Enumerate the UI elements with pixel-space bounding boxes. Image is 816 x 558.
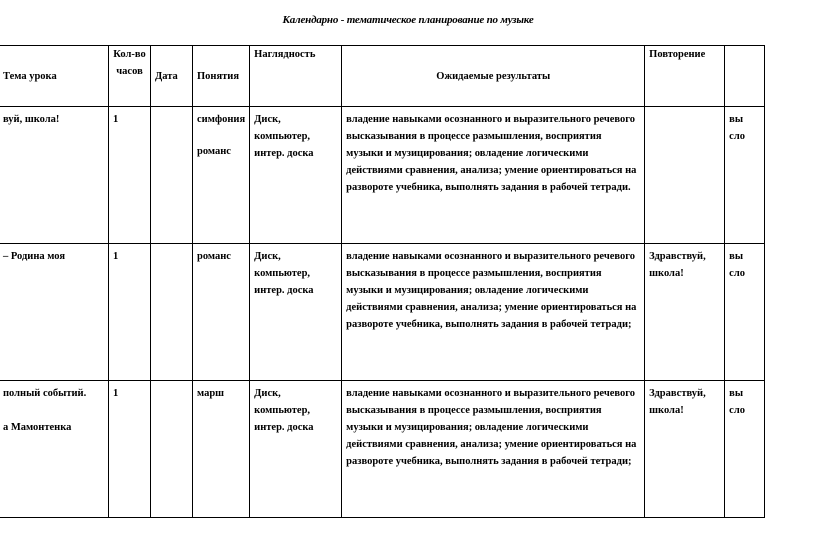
extra-cell: вы сло xyxy=(725,244,765,381)
header-repeat: Повторение xyxy=(645,46,725,107)
hours-cell: 1 xyxy=(109,107,151,244)
header-date: Дата xyxy=(151,46,193,107)
topic-line: вуй, школа! xyxy=(3,114,60,125)
table-row xyxy=(0,107,765,244)
header-concepts: Понятия xyxy=(193,46,250,107)
repeat-cell: Здравствуй, школа! xyxy=(645,244,725,381)
visual-cell: Диск, компьютер, интер. доска xyxy=(250,381,342,518)
concepts-cell xyxy=(193,244,250,381)
repeat-cell xyxy=(645,107,725,244)
concept-item: романс xyxy=(197,146,231,157)
topic-line: полный событий. xyxy=(3,388,87,399)
topic-cell xyxy=(0,244,109,381)
table-header-row xyxy=(0,46,765,107)
results-cell: владение навыками осознанного и выразительного речевого высказывания в процессе размышления, восприятия музыки и музицирования; овладение логическими действиями сравнения, анализа; умение ориентироваться на развороте учебника, выполнять задания в рабочей тетради. xyxy=(342,107,645,244)
visual-cell: Диск, компьютер, интер. доска xyxy=(250,244,342,381)
header-topic: Тема урока xyxy=(0,46,109,107)
topic-line: – Родина моя xyxy=(3,251,66,262)
repeat-cell: Здравствуй, школа! xyxy=(645,381,725,518)
date-cell xyxy=(151,381,193,518)
lesson-plan-table xyxy=(0,45,765,518)
hours-cell: 1 xyxy=(109,244,151,381)
hours-cell: 1 xyxy=(109,381,151,518)
concept-item: марш xyxy=(197,388,225,399)
results-cell: владение навыками осознанного и выразительного речевого высказывания в процессе размышления, восприятия музыки и музицирования; овладение логическими действиями сравнения, анализа; умение ориентироваться на развороте учебника, выполнять задания в рабочей тетради; xyxy=(342,244,645,381)
header-visual: Наглядность xyxy=(250,46,342,107)
table-row xyxy=(0,244,765,381)
concept-item: симфония xyxy=(197,114,246,125)
topic-cell xyxy=(0,381,109,518)
extra-cell: вы сло xyxy=(725,381,765,518)
table-row xyxy=(0,381,765,518)
header-hours: Кол-во часов xyxy=(109,46,151,107)
topic-cell xyxy=(0,107,109,244)
date-cell xyxy=(151,244,193,381)
date-cell xyxy=(151,107,193,244)
concept-item: романс xyxy=(197,251,231,262)
concepts-cell xyxy=(193,381,250,518)
topic-line: а Мамонтенка xyxy=(3,422,72,433)
header-extra xyxy=(725,46,765,107)
visual-cell: Диск, компьютер, интер. доска xyxy=(250,107,342,244)
header-results: Ожидаемые результаты xyxy=(342,46,645,107)
concepts-cell xyxy=(193,107,250,244)
results-cell: владение навыками осознанного и выразительного речевого высказывания в процессе размышления, восприятия музыки и музицирования; овладение логическими действиями сравнения, анализа; умение ориентироваться на развороте учебника, выполнять задания в рабочей тетради; xyxy=(342,381,645,518)
extra-cell: вы сло xyxy=(725,107,765,244)
document-title: Календарно - тематическое планирование по музыке xyxy=(282,14,534,26)
